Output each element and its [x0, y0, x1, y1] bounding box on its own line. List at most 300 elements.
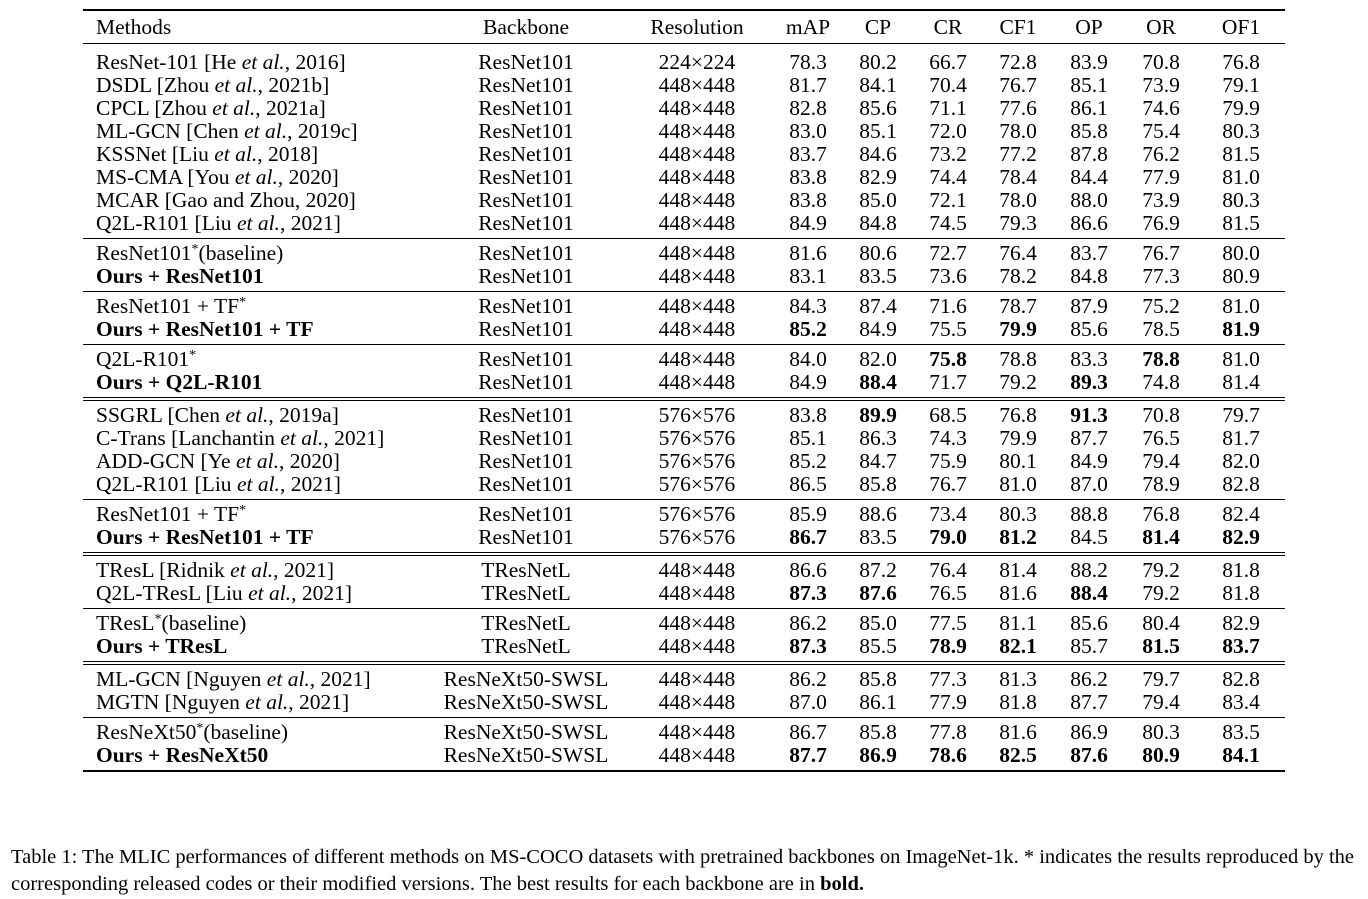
row-group	[83, 609, 1285, 664]
cell-or: 76.5	[1142, 426, 1180, 450]
cell-or: 78.9	[1142, 472, 1180, 496]
header-map: mAP	[785, 15, 831, 39]
cell-map: 83.8	[789, 165, 827, 189]
cell-op: 85.6	[1070, 317, 1108, 341]
cell-or: 75.2	[1142, 294, 1180, 318]
cell-cf1: 76.4	[999, 241, 1037, 265]
table-row	[83, 635, 1285, 663]
method-text: ResNet101 + TF	[96, 502, 240, 526]
cell-map: 87.0	[789, 690, 827, 714]
method-name	[83, 371, 431, 399]
method-text: Ours + ResNet101 + TF	[96, 317, 314, 341]
cell-cf1: 76.8	[999, 403, 1037, 427]
method-name	[83, 120, 431, 143]
cell-of1: 81.9	[1222, 317, 1260, 341]
cell-cr: 74.5	[929, 211, 967, 235]
table-row	[83, 212, 1285, 239]
method-text: et al.	[236, 211, 280, 235]
cell-op: 88.8	[1070, 502, 1108, 526]
row-group	[83, 44, 1285, 239]
method-text: et al.	[214, 142, 258, 166]
cell-of1: 81.4	[1222, 370, 1260, 394]
method-text: (baseline)	[198, 241, 284, 265]
method-text: , 2018]	[257, 142, 319, 166]
cell-map: 86.5	[789, 472, 827, 496]
method-name	[83, 212, 431, 239]
cell-op: 88.4	[1070, 581, 1108, 605]
row-group	[83, 292, 1285, 345]
cell-of1: 80.3	[1222, 188, 1260, 212]
cell-or: 81.4	[1142, 525, 1180, 549]
header-op: OP	[1075, 15, 1103, 39]
table-row	[83, 691, 1285, 718]
cell-backbone: ResNet101	[478, 165, 574, 189]
cell-map: 87.7	[789, 743, 827, 767]
method-text: et al.	[235, 449, 279, 473]
method-name	[83, 239, 431, 266]
method-text: Ours + ResNeXt50	[96, 743, 269, 767]
cell-resolution: 576×576	[658, 426, 736, 450]
cell-of1: 82.8	[1222, 667, 1260, 691]
method-text: Q2L-TResL [Liu	[96, 581, 249, 605]
cell-op: 87.7	[1070, 426, 1108, 450]
cell-backbone: TResNetL	[481, 581, 571, 605]
asterisk-marker: *	[191, 242, 199, 257]
row-group	[83, 345, 1285, 400]
cell-of1: 82.4	[1222, 502, 1260, 526]
cell-cf1: 81.2	[999, 525, 1037, 549]
cell-map: 84.0	[789, 347, 827, 371]
cell-backbone: TResNetL	[481, 634, 571, 658]
cell-resolution: 448×448	[658, 611, 736, 635]
cell-or: 78.5	[1142, 317, 1180, 341]
cell-or: 79.2	[1142, 558, 1180, 582]
cell-op: 85.7	[1070, 634, 1108, 658]
table-row	[83, 318, 1285, 345]
row-group	[83, 239, 1285, 292]
table-row	[83, 120, 1285, 143]
cell-cf1: 81.0	[999, 472, 1037, 496]
method-name	[83, 345, 431, 372]
cell-map: 82.8	[789, 96, 827, 120]
cell-backbone: ResNet101	[478, 211, 574, 235]
method-text: et al.	[236, 472, 280, 496]
cell-of1: 81.7	[1222, 426, 1260, 450]
method-text: Ours + ResNet101 + TF	[96, 525, 314, 549]
cell-or: 81.5	[1142, 634, 1180, 658]
cell-map: 86.7	[789, 525, 827, 549]
cell-op: 84.5	[1070, 525, 1108, 549]
method-text: Q2L-R101 [Liu	[96, 211, 237, 235]
method-text: ML-GCN [Nguyen	[96, 667, 267, 691]
method-text: et al.	[241, 50, 285, 74]
method-text: (baseline)	[161, 611, 247, 635]
cell-map: 87.3	[789, 581, 827, 605]
cell-resolution: 448×448	[658, 347, 736, 371]
cell-cr: 77.9	[929, 690, 967, 714]
table-row	[83, 450, 1285, 473]
table-row	[83, 609, 1285, 636]
cell-backbone: TResNetL	[481, 611, 571, 635]
cell-resolution: 448×448	[658, 690, 736, 714]
cell-op: 88.2	[1070, 558, 1108, 582]
cell-cp: 80.6	[859, 241, 897, 265]
cell-backbone: ResNeXt50-SWSL	[443, 743, 609, 767]
cell-backbone: ResNet101	[478, 188, 574, 212]
caption-bold-word: bold.	[820, 873, 864, 895]
cell-backbone: ResNet101	[478, 317, 574, 341]
cell-of1: 81.0	[1222, 347, 1260, 371]
cell-map: 81.6	[789, 241, 827, 265]
cell-map: 86.6	[789, 558, 827, 582]
table-row	[83, 292, 1285, 319]
method-text: MGTN [Nguyen	[96, 690, 246, 714]
table-row	[83, 399, 1285, 427]
header-methods: Methods	[96, 15, 172, 39]
cell-of1: 82.9	[1222, 525, 1260, 549]
cell-map: 83.7	[789, 142, 827, 166]
cell-cp: 85.0	[859, 611, 897, 635]
cell-map: 87.3	[789, 634, 827, 658]
method-text: , 2021]	[323, 426, 385, 450]
method-text: et al.	[245, 690, 289, 714]
cell-resolution: 448×448	[658, 264, 736, 288]
cell-backbone: ResNeXt50-SWSL	[443, 690, 609, 714]
method-text: TResL	[96, 611, 155, 635]
method-name	[83, 500, 431, 527]
cell-cr: 73.6	[929, 264, 967, 288]
cell-map: 84.9	[789, 211, 827, 235]
cell-cp: 87.6	[859, 581, 897, 605]
cell-cr: 76.5	[929, 581, 967, 605]
cell-map: 83.8	[789, 188, 827, 212]
cell-op: 86.1	[1070, 96, 1108, 120]
method-name	[83, 97, 431, 120]
method-text: Ours + ResNet101	[96, 264, 264, 288]
cell-cp: 85.0	[859, 188, 897, 212]
cell-op: 87.6	[1070, 743, 1108, 767]
cell-backbone: ResNet101	[478, 502, 574, 526]
cell-or: 78.8	[1142, 347, 1180, 371]
cell-op: 85.1	[1070, 73, 1108, 97]
cell-backbone: ResNet101	[478, 426, 574, 450]
method-name	[83, 718, 431, 745]
cell-cp: 88.4	[859, 370, 897, 394]
cell-cp: 86.3	[859, 426, 897, 450]
table-row	[83, 500, 1285, 527]
method-name	[83, 318, 431, 345]
cell-of1: 80.3	[1222, 119, 1260, 143]
cell-map: 84.9	[789, 370, 827, 394]
cell-op: 88.0	[1070, 188, 1108, 212]
method-name	[83, 691, 431, 718]
caption-text: Table 1: The MLIC performances of different methods on MS-COCO datasets with pretrained backbones on ImageNet-1k. * indicates the results reproduced by the corresponding released codes or their modified versions. The best results for each backbone are in	[11, 846, 1355, 895]
cell-op: 84.4	[1070, 165, 1108, 189]
method-text: (baseline)	[203, 720, 289, 744]
cell-or: 80.3	[1142, 720, 1180, 744]
cell-of1: 79.1	[1222, 73, 1260, 97]
cell-resolution: 576×576	[658, 449, 736, 473]
cell-cf1: 78.4	[999, 165, 1037, 189]
table-row	[83, 582, 1285, 609]
cell-resolution: 448×448	[658, 581, 736, 605]
cell-or: 73.9	[1142, 188, 1180, 212]
cell-backbone: ResNet101	[478, 73, 574, 97]
table-row	[83, 744, 1285, 771]
cell-of1: 82.0	[1222, 449, 1260, 473]
cell-resolution: 576×576	[658, 502, 736, 526]
cell-resolution: 448×448	[658, 142, 736, 166]
method-text: et al.	[230, 558, 274, 582]
cell-cf1: 80.1	[999, 449, 1037, 473]
method-name	[83, 473, 431, 500]
cell-of1: 81.0	[1222, 294, 1260, 318]
cell-op: 91.3	[1070, 403, 1108, 427]
cell-backbone: ResNet101	[478, 50, 574, 74]
cell-or: 76.7	[1142, 241, 1180, 265]
cell-cp: 85.5	[859, 634, 897, 658]
method-text: et al.	[248, 581, 292, 605]
cell-cr: 72.0	[929, 119, 967, 143]
method-text: , 2021]	[279, 472, 341, 496]
cell-backbone: ResNeXt50-SWSL	[443, 667, 609, 691]
cell-cr: 72.7	[929, 241, 967, 265]
cell-cf1: 81.4	[999, 558, 1037, 582]
cell-op: 83.3	[1070, 347, 1108, 371]
cell-cp: 83.5	[859, 525, 897, 549]
cell-resolution: 448×448	[658, 294, 736, 318]
cell-of1: 83.5	[1222, 720, 1260, 744]
cell-resolution: 448×448	[658, 634, 736, 658]
method-name	[83, 554, 431, 582]
cell-cr: 75.5	[929, 317, 967, 341]
cell-or: 70.8	[1142, 50, 1180, 74]
cell-op: 86.2	[1070, 667, 1108, 691]
cell-cr: 74.4	[929, 165, 967, 189]
method-text: MCAR [Gao and Zhou, 2020]	[96, 188, 356, 212]
cell-cp: 86.9	[859, 743, 897, 767]
table-row	[83, 143, 1285, 166]
method-text: CPCL [Zhou	[96, 96, 213, 120]
cell-op: 85.6	[1070, 611, 1108, 635]
cell-backbone: ResNeXt50-SWSL	[443, 720, 609, 744]
cell-backbone: ResNet101	[478, 525, 574, 549]
cell-cr: 73.4	[929, 502, 967, 526]
cell-resolution: 448×448	[658, 558, 736, 582]
method-text: , 2021]	[279, 211, 341, 235]
cell-or: 76.9	[1142, 211, 1180, 235]
method-text: Q2L-R101 [Liu	[96, 472, 237, 496]
cell-or: 74.6	[1142, 96, 1180, 120]
cell-or: 79.7	[1142, 667, 1180, 691]
cell-map: 83.8	[789, 403, 827, 427]
cell-cf1: 81.6	[999, 720, 1037, 744]
cell-map: 78.3	[789, 50, 827, 74]
cell-of1: 79.7	[1222, 403, 1260, 427]
method-name	[83, 635, 431, 663]
cell-of1: 81.5	[1222, 142, 1260, 166]
cell-cf1: 78.7	[999, 294, 1037, 318]
results-table-container	[83, 9, 1285, 772]
cell-cf1: 79.3	[999, 211, 1037, 235]
method-text: , 2021a]	[255, 96, 326, 120]
table-row	[83, 239, 1285, 266]
cell-cr: 74.3	[929, 426, 967, 450]
table-header	[83, 10, 1285, 44]
cell-op: 87.9	[1070, 294, 1108, 318]
cell-cf1: 79.2	[999, 370, 1037, 394]
cell-cr: 77.3	[929, 667, 967, 691]
method-text: , 2021]	[288, 690, 350, 714]
cell-map: 86.2	[789, 667, 827, 691]
method-text: , 2020]	[277, 165, 339, 189]
cell-resolution: 448×448	[658, 119, 736, 143]
cell-backbone: ResNet101	[478, 119, 574, 143]
row-group	[83, 500, 1285, 555]
asterisk-marker: *	[189, 348, 197, 363]
cell-cp: 83.5	[859, 264, 897, 288]
cell-or: 70.8	[1142, 403, 1180, 427]
row-group	[83, 554, 1285, 609]
cell-cr: 71.1	[929, 96, 967, 120]
cell-cf1: 77.6	[999, 96, 1037, 120]
method-name	[83, 143, 431, 166]
cell-cr: 76.4	[929, 558, 967, 582]
table-row	[83, 74, 1285, 97]
cell-backbone: ResNet101	[478, 294, 574, 318]
cell-cr: 73.2	[929, 142, 967, 166]
cell-cf1: 82.5	[999, 743, 1037, 767]
cell-cp: 84.1	[859, 73, 897, 97]
header-cp: CP	[864, 15, 892, 39]
method-text: et al.	[280, 426, 324, 450]
cell-resolution: 448×448	[658, 667, 736, 691]
cell-cr: 77.5	[929, 611, 967, 635]
method-text: SSGRL [Chen	[96, 403, 226, 427]
cell-cp: 89.9	[859, 403, 897, 427]
cell-map: 85.2	[789, 449, 827, 473]
cell-cp: 85.6	[859, 96, 897, 120]
cell-op: 83.7	[1070, 241, 1108, 265]
cell-cp: 82.9	[859, 165, 897, 189]
cell-resolution: 448×448	[658, 96, 736, 120]
cell-cp: 82.0	[859, 347, 897, 371]
cell-map: 85.1	[789, 426, 827, 450]
cell-or: 74.8	[1142, 370, 1180, 394]
method-text: ResNet101	[96, 241, 192, 265]
method-text: , 2016]	[284, 50, 346, 74]
method-text: et al.	[212, 96, 256, 120]
table-caption	[11, 844, 1366, 898]
cell-backbone: ResNet101	[478, 472, 574, 496]
cell-of1: 83.4	[1222, 690, 1260, 714]
method-text: , 2021]	[309, 667, 371, 691]
cell-or: 80.4	[1142, 611, 1180, 635]
cell-of1: 81.8	[1222, 558, 1260, 582]
cell-cp: 88.6	[859, 502, 897, 526]
cell-resolution: 448×448	[658, 743, 736, 767]
cell-map: 85.2	[789, 317, 827, 341]
cell-of1: 80.9	[1222, 264, 1260, 288]
method-text: DSDL [Zhou	[96, 73, 215, 97]
cell-or: 80.9	[1142, 743, 1180, 767]
cell-cf1: 80.3	[999, 502, 1037, 526]
method-text: C-Trans [Lanchantin	[96, 426, 281, 450]
table-row	[83, 345, 1285, 372]
cell-or: 79.2	[1142, 581, 1180, 605]
cell-or: 75.4	[1142, 119, 1180, 143]
cell-cf1: 79.9	[999, 426, 1037, 450]
method-text: MS-CMA [You	[96, 165, 235, 189]
cell-of1: 81.5	[1222, 211, 1260, 235]
method-name	[83, 663, 431, 691]
header-cf1: CF1	[999, 15, 1037, 39]
method-text: , 2021]	[273, 558, 335, 582]
cell-cf1: 81.1	[999, 611, 1037, 635]
cell-cp: 85.1	[859, 119, 897, 143]
cell-op: 83.9	[1070, 50, 1108, 74]
cell-map: 86.2	[789, 611, 827, 635]
method-text: , 2020]	[278, 449, 340, 473]
cell-cp: 85.8	[859, 472, 897, 496]
header-or: OR	[1146, 15, 1176, 39]
cell-cf1: 76.7	[999, 73, 1037, 97]
cell-cf1: 72.8	[999, 50, 1037, 74]
cell-resolution: 448×448	[658, 211, 736, 235]
cell-cf1: 78.0	[999, 188, 1037, 212]
header-row	[83, 10, 1285, 44]
cell-of1: 81.8	[1222, 581, 1260, 605]
cell-map: 83.0	[789, 119, 827, 143]
cell-cf1: 81.6	[999, 581, 1037, 605]
cell-or: 77.3	[1142, 264, 1180, 288]
table-row	[83, 526, 1285, 554]
method-name	[83, 74, 431, 97]
method-text: ResNet101 + TF	[96, 294, 240, 318]
cell-resolution: 576×576	[658, 472, 736, 496]
cell-of1: 84.1	[1222, 743, 1260, 767]
cell-resolution: 576×576	[658, 525, 736, 549]
table-row	[83, 371, 1285, 399]
cell-cr: 75.8	[929, 347, 967, 371]
cell-cf1: 79.9	[999, 317, 1037, 341]
cell-of1: 80.0	[1222, 241, 1260, 265]
cell-cf1: 78.8	[999, 347, 1037, 371]
method-text: et al.	[234, 165, 278, 189]
cell-backbone: ResNet101	[478, 264, 574, 288]
cell-cp: 85.8	[859, 720, 897, 744]
cell-cp: 86.1	[859, 690, 897, 714]
cell-map: 84.3	[789, 294, 827, 318]
cell-cr: 71.7	[929, 370, 967, 394]
cell-cp: 87.4	[859, 294, 897, 318]
method-text: , 2021]	[291, 581, 352, 605]
method-text: TResL [Ridnik	[96, 558, 231, 582]
method-name	[83, 44, 431, 75]
method-text: ResNet-101 [He	[96, 50, 242, 74]
cell-backbone: ResNet101	[478, 96, 574, 120]
asterisk-marker: *	[196, 721, 204, 736]
cell-resolution: 576×576	[658, 403, 736, 427]
cell-op: 86.6	[1070, 211, 1108, 235]
cell-cr: 76.7	[929, 472, 967, 496]
cell-or: 73.9	[1142, 73, 1180, 97]
cell-op: 84.8	[1070, 264, 1108, 288]
table-row	[83, 663, 1285, 691]
cell-cf1: 81.8	[999, 690, 1037, 714]
method-text: Ours + Q2L-R101	[96, 370, 263, 394]
asterisk-marker: *	[154, 612, 162, 627]
